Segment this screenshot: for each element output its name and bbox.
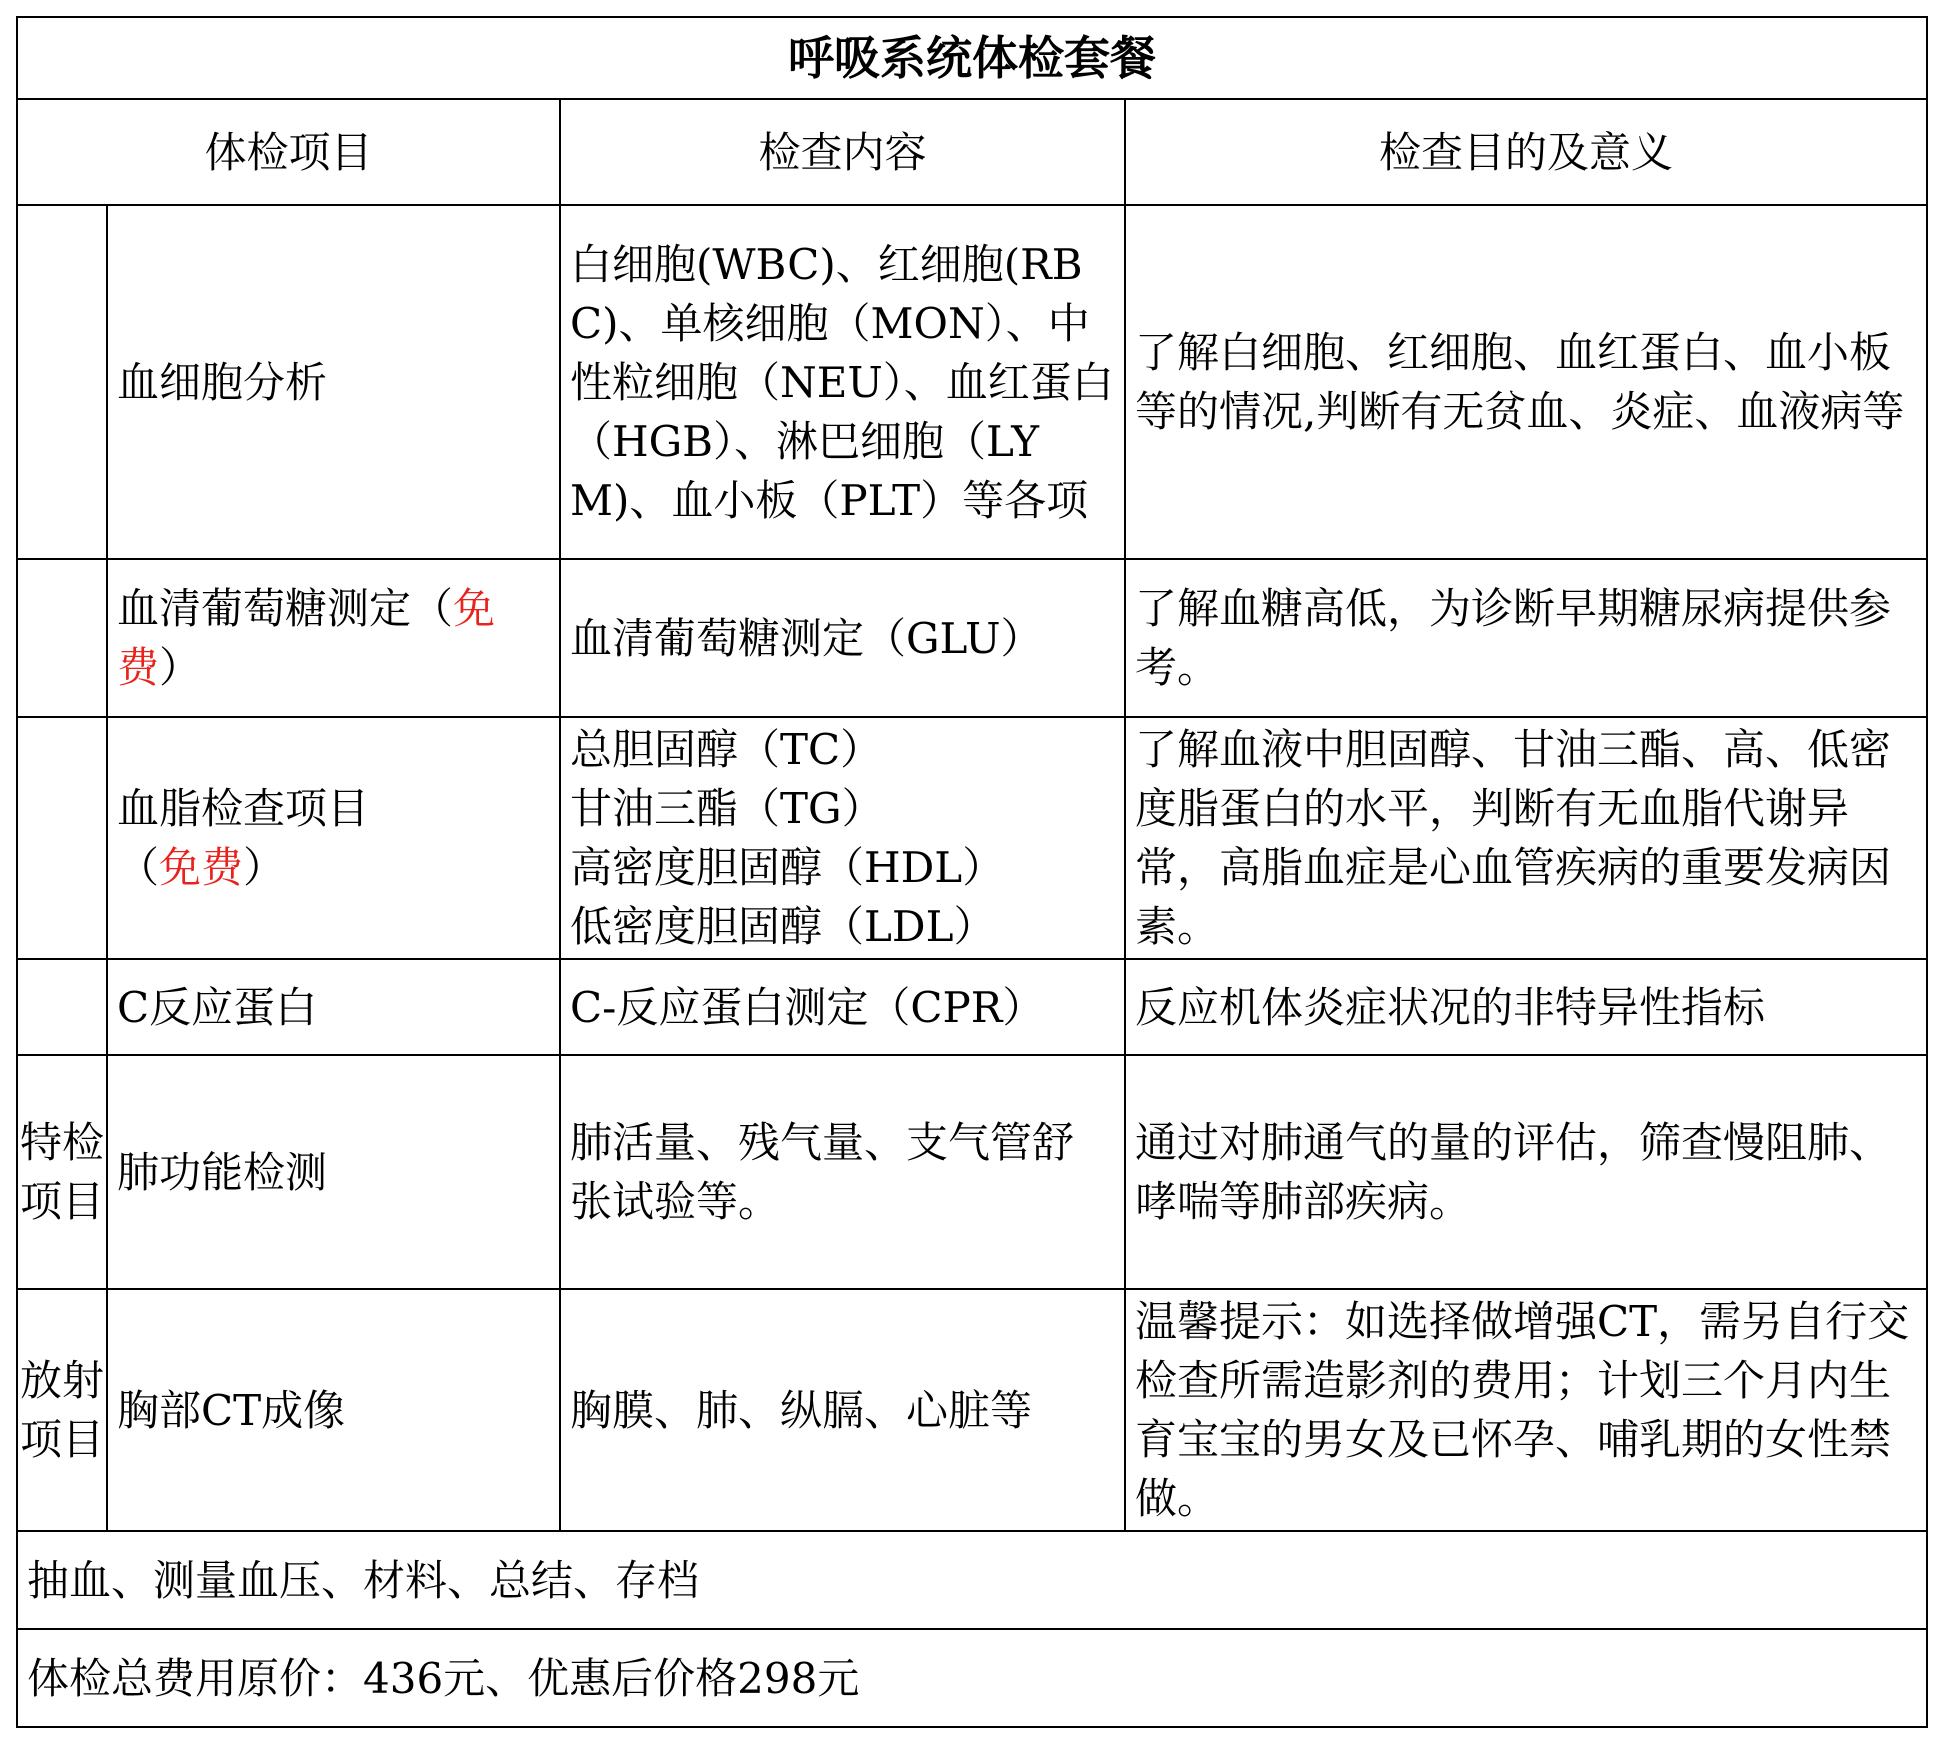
content-cell	[560, 1289, 1125, 1531]
table-row	[17, 1289, 1927, 1531]
package-table-container	[16, 16, 1928, 1728]
purpose-text: 温馨提示：如选择做增强CT，需另自行交检查所需造影剂的费用；计划三个月内生育宝宝的男女及已怀孕、哺乳期的女性禁做。	[1135, 1297, 1910, 1523]
footer-extras-row	[17, 1531, 1927, 1629]
content-text: 胸膜、肺、纵膈、心脏等	[570, 1385, 1033, 1435]
item-name: 血脂检查项目	[117, 784, 370, 833]
content-line: 甘油三酯（TG）	[570, 784, 884, 833]
item-cell	[107, 205, 560, 559]
table-row	[17, 717, 1927, 959]
header-content: 检查内容	[560, 99, 1125, 205]
item-suffix: ）	[243, 843, 286, 892]
purpose-text: 了解白细胞、红细胞、血红蛋白、血小板等的情况,判断有无贫血、炎症、血液病等	[1135, 328, 1905, 436]
free-prefix: （	[117, 843, 160, 892]
content-line: 高密度胆固醇（HDL）	[570, 843, 1005, 892]
table-row	[17, 205, 1927, 559]
item-name: 血清葡萄糖测定（	[117, 584, 454, 633]
purpose-cell	[1125, 1055, 1927, 1289]
purpose-text: 了解血糖高低，为诊断早期糖尿病提供参考。	[1135, 584, 1892, 692]
category-cell	[17, 959, 107, 1055]
header-purpose: 检查目的及意义	[1125, 99, 1927, 205]
content-cell	[560, 1055, 1125, 1289]
table-row	[17, 559, 1927, 717]
content-text: C-反应蛋白测定（CPR）	[570, 982, 1045, 1032]
purpose-cell	[1125, 717, 1927, 959]
content-line: 总胆固醇（TC）	[570, 725, 883, 774]
purpose-cell	[1125, 559, 1927, 717]
item-name: 肺功能检测	[117, 1147, 328, 1197]
content-text: 血清葡萄糖测定（GLU）	[570, 613, 1043, 663]
purpose-cell	[1125, 205, 1927, 559]
category-cell	[17, 559, 107, 717]
item-name: 血细胞分析	[117, 357, 328, 407]
purpose-text: 反应机体炎症状况的非特异性指标	[1135, 982, 1766, 1032]
footer-price: 体检总费用原价：436元、优惠后价格298元	[17, 1629, 1927, 1727]
content-text: 白细胞(WBC)、红细胞(RBC)、单核细胞（MON）、中性粒细胞（NEU）、血红蛋白（HGB）、淋巴细胞（LYM)、血小板（PLT）等各项	[570, 239, 1114, 525]
free-tag: 免费	[159, 843, 244, 892]
content-cell	[560, 717, 1125, 959]
footer-price-row	[17, 1629, 1927, 1727]
category-cell	[17, 717, 107, 959]
footer-extras: 抽血、测量血压、材料、总结、存档	[17, 1531, 1927, 1629]
item-cell	[107, 959, 560, 1055]
item-name: C反应蛋白	[117, 982, 318, 1032]
content-cell	[560, 205, 1125, 559]
category-cell	[17, 205, 107, 559]
table-row	[17, 959, 1927, 1055]
free-tag: 免费	[117, 584, 496, 692]
purpose-cell	[1125, 1289, 1927, 1531]
item-cell	[107, 1289, 560, 1531]
item-cell	[107, 559, 560, 717]
table-title: 呼吸系统体检套餐	[17, 17, 1927, 99]
item-cell	[107, 717, 560, 959]
content-text: 肺活量、残气量、支气管舒张试验等。	[570, 1118, 1075, 1226]
category-cell: 特检项目	[17, 1055, 107, 1289]
purpose-text: 通过对肺通气的量的评估，筛查慢阻肺、哮喘等肺部疾病。	[1135, 1118, 1892, 1226]
category-cell: 放射项目	[17, 1289, 107, 1531]
header-item: 体检项目	[17, 99, 560, 205]
purpose-text: 了解血液中胆固醇、甘油三酯、高、低密度脂蛋白的水平，判断有无血脂代谢异常，高脂血症是心血管疾病的重要发病因素。	[1135, 725, 1892, 951]
table-row	[17, 1055, 1927, 1289]
content-line: 低密度胆固醇（LDL）	[570, 902, 996, 951]
content-cell	[560, 959, 1125, 1055]
checkup-package-table	[16, 16, 1928, 1728]
content-cell	[560, 559, 1125, 717]
item-name: 胸部CT成像	[117, 1385, 346, 1435]
item-suffix: ）	[159, 643, 202, 692]
item-cell	[107, 1055, 560, 1289]
purpose-cell	[1125, 959, 1927, 1055]
